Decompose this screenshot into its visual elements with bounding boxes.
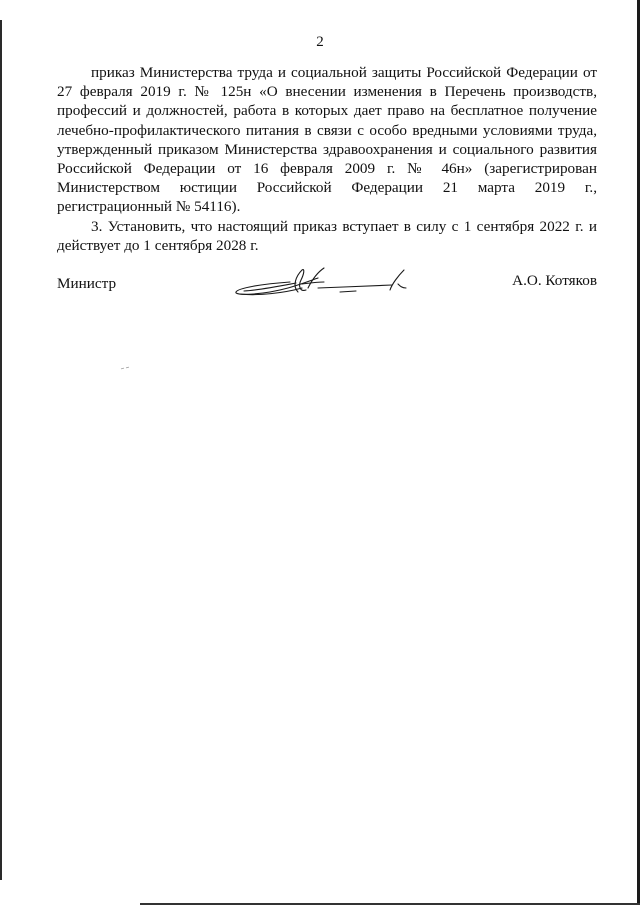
paragraph-effective-date: 3. Установить, что настоящий приказ вступает в силу с 1 сентября 2022 г. и действует до 1 сентября 2028 г.: [57, 217, 597, 254]
page-number: 2: [316, 34, 324, 50]
signature-block: [57, 270, 597, 310]
scan-speck: [120, 366, 130, 370]
paragraph-order-reference: приказ Министерства труда и социальной защиты Российской Федерации от 27 февраля 2019 г. № 125н «О внесении изменения в Перечень производств, профессий и должностей, работа в которых дает право на бесплатное получение лечебно-профилактического питания в связи с особо вредными условиями труда, утвержденный приказом Министерства здравоохранения и социального развития Российской Федерации от 16 февраля 2009 г. № 46н» (зарегистрирован Министерством юстиции Российской Федерации 21 марта 2019 г., регистрационный № 54116).: [57, 64, 597, 216]
signer-name: А.О. Котяков: [512, 272, 597, 289]
scan-edge-left: [0, 20, 2, 880]
handwritten-signature-icon: [232, 266, 422, 302]
signer-position: Министр: [57, 275, 117, 292]
document-body: [57, 63, 597, 255]
